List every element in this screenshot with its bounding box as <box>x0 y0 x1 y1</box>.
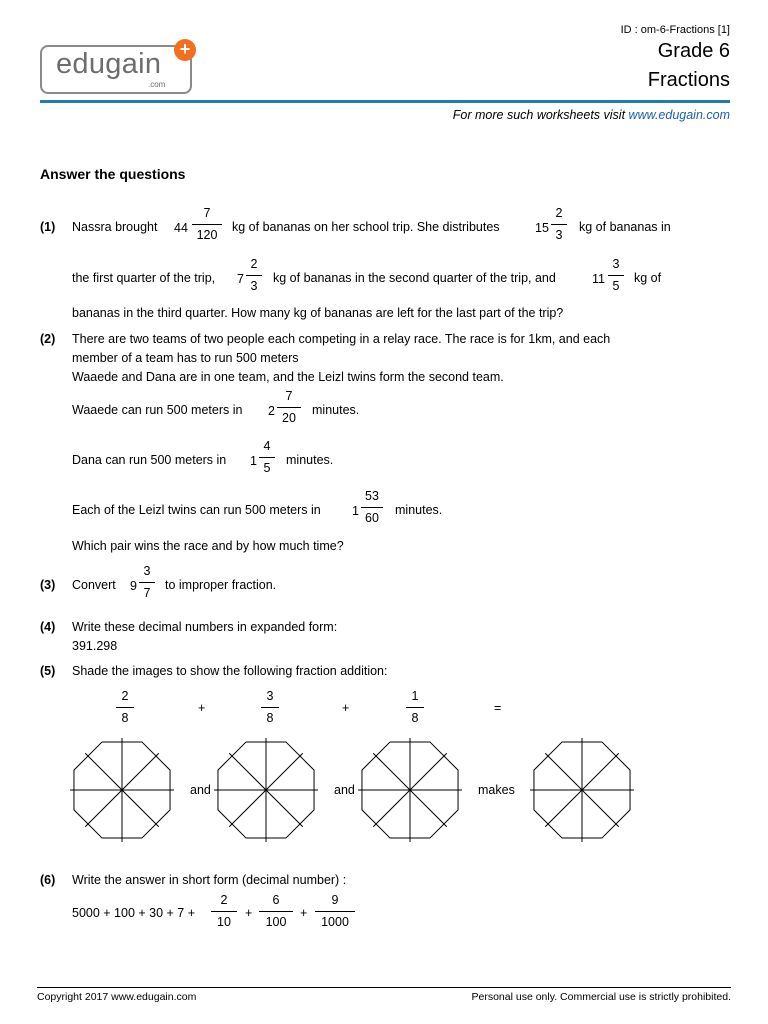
numerator: 53 <box>365 489 379 503</box>
denominator: 7 <box>143 586 151 600</box>
numerator: 6 <box>272 893 280 907</box>
plus-sign: + <box>245 906 253 920</box>
denominator: 8 <box>121 711 129 725</box>
question-number: (1) <box>40 220 56 234</box>
plus-sign: + <box>342 701 350 715</box>
q1-text-5: kg of bananas in the second quarter of the trip, and <box>273 271 556 285</box>
numerator: 4 <box>263 439 271 453</box>
q4-text-1: Write these decimal numbers in expanded form: <box>72 620 338 634</box>
plus-sign: + <box>198 701 206 715</box>
q3-text-2: to improper fraction. <box>165 578 277 592</box>
denominator: 5 <box>612 279 620 293</box>
question-number: (3) <box>40 578 56 592</box>
q1-text-4: the first quarter of the trip, <box>72 271 216 285</box>
numerator: 1 <box>411 689 419 703</box>
more-worksheets-line <box>453 108 730 122</box>
q6-fraction-1 <box>211 893 237 930</box>
q1-frac3-whole: 7 <box>237 272 244 286</box>
q1-fraction-4 <box>608 257 624 294</box>
q2-line-6: Each of the Leizl twins can run 500 meters in <box>72 503 321 517</box>
q1-frac1-whole: 44 <box>174 221 188 235</box>
q1-text-2: kg of bananas on her school trip. She distributes <box>232 220 500 234</box>
q6-fraction-2 <box>259 893 293 930</box>
q2-fraction-2 <box>259 439 275 476</box>
q1-fraction-1 <box>192 206 222 243</box>
q1-frac2-whole: 15 <box>535 221 549 235</box>
q2-fraction-3 <box>361 489 383 526</box>
q2-line-4: Waaede can run 500 meters in <box>72 403 243 417</box>
octagon-diagrams <box>70 738 750 842</box>
q5-fraction-2 <box>261 689 279 726</box>
question-number: (4) <box>40 620 56 634</box>
denominator: 20 <box>282 411 296 425</box>
plus-sign: + <box>300 906 308 920</box>
q2-line-3: Waaede and Dana are in one team, and the Leizl twins form the second team. <box>72 370 504 384</box>
grade-title: Grade 6 <box>657 40 730 62</box>
q2-line-4b: minutes. <box>312 403 360 417</box>
q1-frac4-whole: 11 <box>592 272 605 286</box>
makes-label: makes <box>478 783 515 797</box>
q5-fraction-1 <box>116 689 134 726</box>
q2-fraction-1 <box>277 389 301 426</box>
q1-text-3: kg of bananas in <box>579 220 671 234</box>
footer-notice: Personal use only. Commercial use is strictly prohibited. <box>471 991 731 1003</box>
q2-line-1: There are two teams of two people each competing in a relay race. The race is for 1km, and each <box>72 332 611 346</box>
q2-line-7: Which pair wins the race and by how much time? <box>72 539 344 553</box>
q6-fraction-3 <box>315 893 355 930</box>
denominator: 8 <box>411 711 419 725</box>
section-title: Answer the questions <box>40 166 186 182</box>
denominator: 3 <box>250 279 258 293</box>
denominator: 3 <box>555 228 563 242</box>
q2-line-5b: minutes. <box>286 453 334 467</box>
numerator: 7 <box>285 389 293 403</box>
logo-plus-icon: + <box>174 39 196 61</box>
question-number: (6) <box>40 873 56 887</box>
q2-line-2: member of a team has to run 500 meters <box>72 351 299 365</box>
q1-fraction-3 <box>246 257 262 294</box>
q2-line-5: Dana can run 500 meters in <box>72 453 227 467</box>
question-number: (5) <box>40 664 56 678</box>
topic-title: Fractions <box>647 69 730 91</box>
footer-rule <box>37 987 731 988</box>
logo-com: .com <box>148 80 166 89</box>
q4-text-2: 391.298 <box>72 639 118 653</box>
denominator: 5 <box>263 461 271 475</box>
edugain-link[interactable]: www.edugain.com <box>628 108 730 122</box>
numerator: 2 <box>555 206 563 220</box>
q1-fraction-2 <box>551 206 567 243</box>
q2-frac2-whole: 1 <box>250 454 257 468</box>
q1-text-7: bananas in the third quarter. How many kg of bananas are left for the last part of the trip? <box>72 306 564 320</box>
q1-text-6: kg of <box>634 271 662 285</box>
denominator: 120 <box>196 228 218 242</box>
q3-frac-whole: 9 <box>130 579 137 593</box>
equals-sign: = <box>494 701 502 715</box>
q2-frac3-whole: 1 <box>352 504 359 518</box>
numerator: 2 <box>121 689 129 703</box>
more-text: For more such worksheets visit <box>452 108 626 122</box>
numerator: 3 <box>266 689 274 703</box>
denominator: 60 <box>365 511 379 525</box>
numerator: 9 <box>331 893 339 907</box>
numerator: 3 <box>612 257 620 271</box>
worksheet-id: ID : om-6-Fractions [1] <box>620 24 730 36</box>
question-number: (2) <box>40 332 56 346</box>
denominator: 100 <box>265 915 287 929</box>
logo-text: edugain <box>56 48 162 80</box>
q2-line-6b: minutes. <box>395 503 443 517</box>
numerator: 2 <box>250 257 258 271</box>
denominator: 8 <box>266 711 274 725</box>
q2-frac1-whole: 2 <box>268 404 275 418</box>
header-rule <box>40 100 730 103</box>
footer-copyright: Copyright 2017 www.edugain.com <box>37 991 197 1003</box>
numerator: 7 <box>203 206 211 220</box>
q1-text-1: Nassra brought <box>72 220 158 234</box>
q5-fraction-3 <box>406 689 424 726</box>
denominator: 1000 <box>321 915 349 929</box>
q3-fraction <box>139 564 155 601</box>
denominator: 10 <box>217 915 231 929</box>
q6-expression: 5000 + 100 + 30 + 7 + <box>72 906 196 920</box>
numerator: 2 <box>220 893 228 907</box>
numerator: 3 <box>143 564 151 578</box>
q3-text-1: Convert <box>72 578 116 592</box>
and-label: and <box>190 783 211 797</box>
q5-text-1: Shade the images to show the following fraction addition: <box>72 664 388 678</box>
and-label: and <box>334 783 355 797</box>
q6-text-1: Write the answer in short form (decimal number) : <box>72 873 347 887</box>
